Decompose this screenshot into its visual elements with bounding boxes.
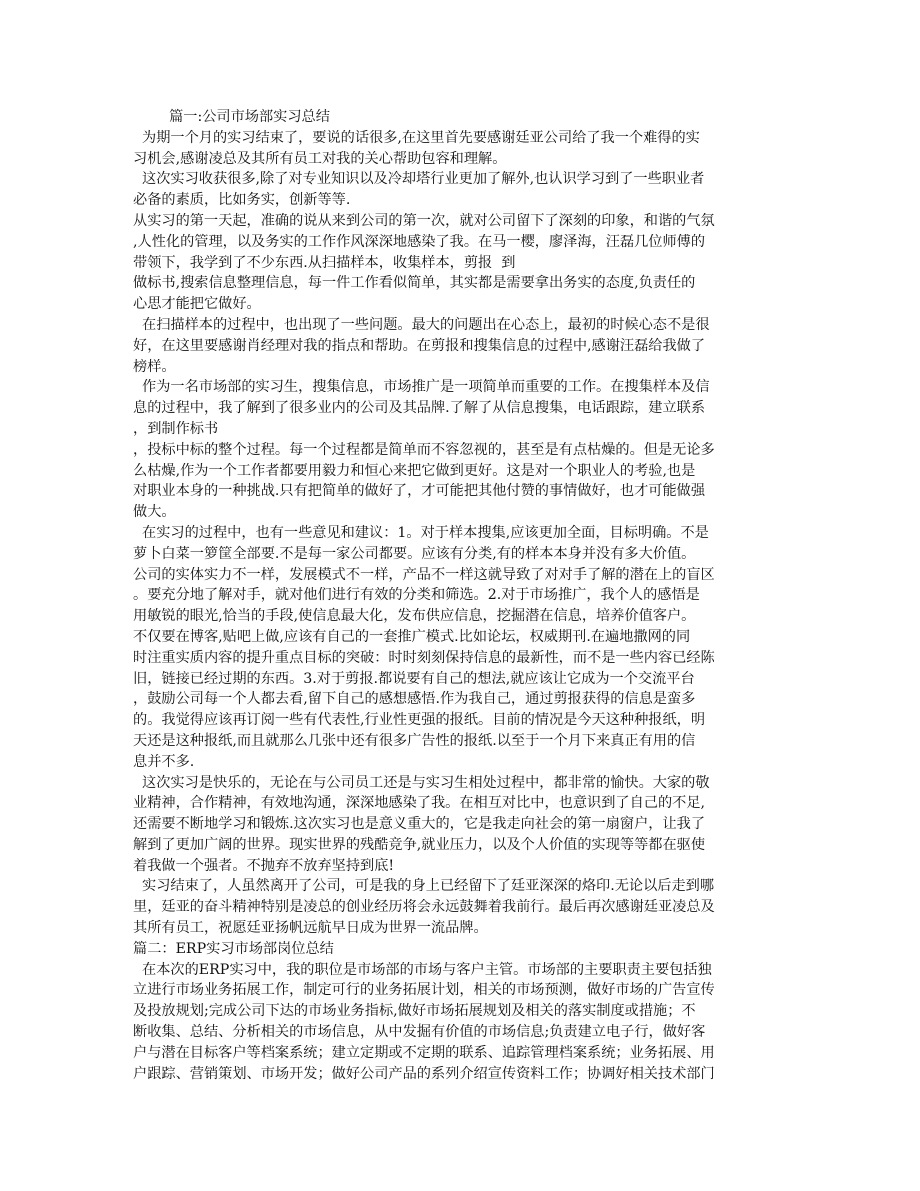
text-line: 旧，链接已经过期的东西。3.对于剪报.都说要有自己的想法,就应该让它成为一个交流平台: [133, 670, 695, 687]
text-line: 带领下，我学到了不少东西.从扫描样本，收集样本，剪报 到: [133, 254, 516, 271]
text-line: 用敏锐的眼光,恰当的手段,使信息最大化，发布供应信息，挖掘潜在信息，培养价值客户。: [133, 608, 696, 625]
text-line: 时注重实质内容的提升重点目标的突破：时时刻刻保持信息的最新性，而不是一些内容已经陈: [133, 649, 715, 666]
text-line: 在实习的过程中，也有一些意见和建议：1。对于样本搜集,应该更加全面，目标明确。不是: [133, 524, 709, 541]
document-body: [133, 107, 793, 1084]
text-line: 及投放规划;完成公司下达的市场业务指标,做好市场拓展规划及相关的落实制度或措施；不: [133, 1003, 696, 1020]
text-line: 着我做一个强者。不抛弃不放弃坚持到底!: [133, 857, 395, 874]
text-line: 息的过程中，我了解到了很多业内的公司及其品牌.了解了从信息搜集，电话跟踪，建立联系: [133, 400, 706, 417]
text-line: 榜样。: [133, 358, 176, 375]
text-line: 天还是这种报纸,而且就那么几张中还有很多广告性的报纸.以至于一个月下来真正有用的信: [133, 732, 696, 749]
text-line: 必备的素质，比如务实，创新等等.: [133, 192, 351, 209]
text-line: 为期一个月的实习结束了，要说的话很多,在这里首先要感谢廷亚公司给了我一个难得的实: [133, 129, 700, 146]
section-title-1: 篇一:公司市场部实习总结: [133, 109, 330, 125]
text-line: 息并不多.: [133, 753, 195, 770]
text-line: 做标书,搜索信息整理信息，每一件工作看似简单，其实都是需要拿出务实的态度,负责任的: [133, 275, 696, 292]
text-line: 里，廷亚的奋斗精神特别是凌总的创业经历将会永远鼓舞着我前行。最后再次感谢廷亚凌总及: [133, 899, 715, 916]
text-line: ,人性化的管理，以及务实的工作作风深深地感染了我。在马一樱，廖泽海，汪磊几位师傅的: [133, 233, 706, 250]
text-line: 户跟踪、营销策划、市场开发；做好公司产品的系列介绍宣传资料工作；协调好相关技术部门: [133, 1065, 715, 1082]
text-line: 在本次的ERP实习中，我的职位是市场部的市场与客户主管。市场部的主要职责主要包括独: [133, 961, 712, 978]
text-line: 立进行市场业务拓展工作，制定可行的业务拓展计划，相关的市场预测，做好市场的广告宣传: [133, 982, 715, 999]
text-line: 的。我觉得应该再订阅一些有代表性,行业性更强的报纸。目前的情况是今天这种种报纸，明: [133, 712, 706, 729]
text-line: 实习结束了，人虽然离开了公司，可是我的身上已经留下了廷亚深深的烙印.无论以后走到哪: [133, 878, 715, 895]
text-line: 萝卜白菜一箩筐全部要.不是每一家公司都要。应该有分类,有的样本本身并没有多大价值。: [133, 545, 696, 562]
text-line: 这次实习是快乐的，无论在与公司员工还是与实习生相处过程中，都非常的愉快。大家的敬: [133, 774, 710, 791]
text-line: 还需要不断地学习和锻炼.这次实习也是意义重大的，它是我走向社会的第一扇窗户，让我了: [133, 816, 706, 833]
text-line: 不仅要在博客,贴吧上做,应该有自己的一套推广模式.比如论坛，权威期刊.在遍地撒网的同: [133, 628, 691, 645]
text-line: ，到制作标书: [133, 420, 219, 437]
text-line: ，投标中标的整个过程。每一个过程都是简单而不容忽视的，甚至是有点枯燥的。但是无论多: [133, 441, 715, 458]
text-line: 从实习的第一天起，准确的说从来到公司的第一次，就对公司留下了深刻的印象，和谐的气氛: [133, 212, 715, 229]
text-line: ，鼓励公司每一个人都去看,留下自己的感想感悟.作为我自己，通过剪报获得的信息是蛮多: [133, 691, 696, 708]
text-line: 习机会,感谢凌总及其所有员工对我的关心帮助包容和理解。: [133, 150, 507, 167]
text-line: 对职业本身的一种挑战.只有把简单的做好了，才可能把其他付赞的事情做好，也才可能做强: [133, 483, 706, 500]
text-line: 作为一名市场部的实习生，搜集信息，市场推广是一项简单而重要的工作。在搜集样本及信: [133, 379, 710, 396]
text-line: 。要充分地了解对手，就对他们进行有效的分类和筛选。2.对于市场推广，我个人的感悟是: [133, 587, 700, 604]
text-line: 公司的实体实力不一样，发展模式不一样，产品不一样这就导致了对对手了解的潜在上的盲区: [133, 566, 715, 583]
text-line: 断收集、总结、分析相关的市场信息，从中发掘有价值的市场信息;负责建立电子行，做好客: [133, 1024, 706, 1041]
text-line: 其所有员工，祝愿廷亚扬帆远航早日成为世界一流品牌。: [133, 920, 488, 937]
text-line: 么枯燥,作为一个工作者都要用毅力和恒心来把它做到更好。这是对一个职业人的考验,也是: [133, 462, 696, 479]
text-line: 做大。: [133, 504, 176, 521]
text-line: 心思才能把它做好。: [133, 296, 261, 313]
text-line: 解到了更加广阔的世界。现实世界的残酷竞争,就业压力，以及个人价值的实现等等都在驱使: [133, 836, 706, 853]
text-line: 好，在这里要感谢肖经理对我的指点和帮助。在剪报和搜集信息的过程中,感谢汪磊给我做了: [133, 337, 706, 354]
text-line: 在扫描样本的过程中，也出现了一些问题。最大的问题出在心态上，最初的时候心态不是很: [133, 316, 710, 333]
text-line: 这次实习收获很多,除了对专业知识以及冷却塔行业更加了解外,也认识学习到了一些职业者: [133, 171, 705, 188]
text-line: 业精神，合作精神，有效地沟通，深深地感染了我。在相互对比中，也意识到了自己的不足,: [133, 795, 706, 812]
text-line: 户与潜在目标客户等档案系统；建立定期或不定期的联系、追踪管理档案系统；业务拓展、用: [133, 1044, 715, 1061]
section-title-2: 篇二：ERP实习市场部岗位总结: [133, 940, 334, 957]
